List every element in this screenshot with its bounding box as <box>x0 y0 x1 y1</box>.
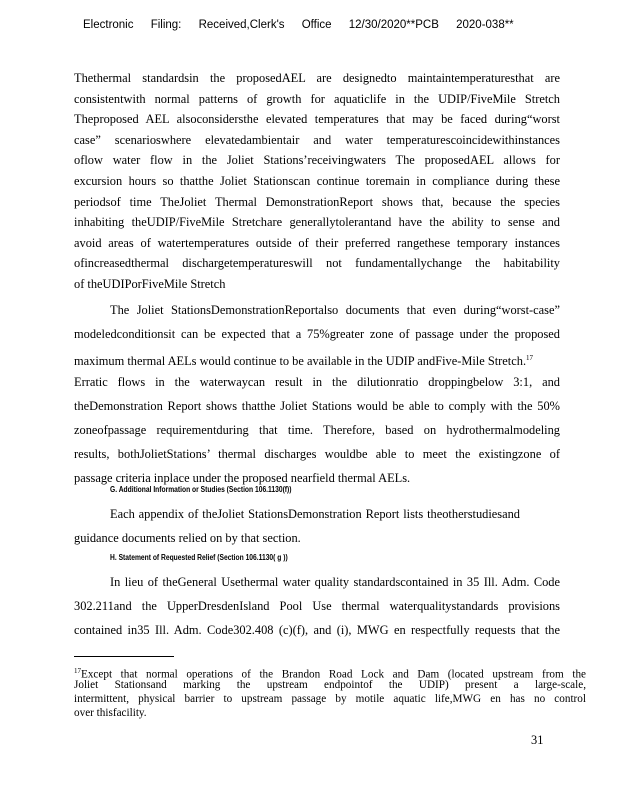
p1-line: excursion hours so thatthe Joliet Stationscan continue toremain in compliance during these <box>74 174 560 188</box>
page-number: 31 <box>531 733 544 747</box>
header-date: 12/30/2020**PCB <box>348 19 439 31</box>
p4-line: contained in35 Ill. Adm. Code302.408 (c)(f), and (i), MWG en respectfully requests that the <box>74 623 560 637</box>
p2-line: results, bothJolietStations’ thermal discharges wouldbe able to meet the existingzone of <box>74 447 560 461</box>
p2-line-text: maximum thermal AELs would continue to be available in the UDIP andFive-Mile Stretch. <box>74 354 527 369</box>
p4-line: 302.211and the UpperDresdenIsland Pool Use thermal waterqualitystandards provisions <box>74 599 560 613</box>
p1-line: case” scenarioswhere elevatedambientair and water temperaturescoincidewithinstances <box>74 132 560 147</box>
p1-line: ofincreasedthermal dischargetemperatureswill not fundamentallychange the habitability <box>74 256 560 271</box>
footnote-text: Except that normal operations of the Brandon Road Lock and Dam (located upstream from the <box>81 668 586 681</box>
p2-line: zoneofpassage requirementduring that time. Therefore, based on hydrothermalmodeling <box>74 423 560 437</box>
footnote-ref: 17 <box>526 354 534 362</box>
p1-line: of theUDIPorFiveMile Stretch <box>74 277 226 291</box>
p3-line: guidance documents relied on by that section. <box>74 531 301 545</box>
p1-line: oflow water flow in the Joliet Stations’receivingwaters The proposedAEL allows for <box>74 153 560 168</box>
p1-line: Thethermal standardsin the proposedAEL are designedto maintaintemperaturesthat are <box>74 71 560 85</box>
footnote-line: over thisfacility. <box>74 707 147 719</box>
p1-line: avoid areas of watertemperatures outside of their preferred rangethese temporary instances <box>74 235 560 250</box>
p2-line: passage criteria inplace under the proposed nearfield thermal AELs. <box>74 471 411 485</box>
section-heading-g: G. Additional Information or Studies (Section 106.1130(f)) <box>110 484 292 494</box>
p2-line: Erratic flows in the waterwaycan result in the dilutionratio droppingbelow 3:1, and <box>74 375 560 389</box>
section-heading-h: H. Statement of Requested Relief (Section 106.1130( g )) <box>110 552 288 562</box>
header-received: Received,Clerk's <box>198 19 285 31</box>
footnote-line: Joliet Stationsand marking the upstream endpointof the UDIP) present a large-scale, <box>74 679 586 691</box>
p1-line: inhabiting theUDIP/FiveMile Stretchare generallytolerantand have the ability to sense and <box>74 215 560 230</box>
p4-line: In lieu of theGeneral Usethermal water quality standardscontained in 35 Ill. Adm. Code <box>110 575 560 589</box>
p1-line: consistentwith normal patterns of growth for aquaticlife in the UDIP/FiveMile Stretch <box>74 91 560 106</box>
p2-line-with-ref <box>74 350 560 369</box>
p1-line: periodsof time TheJoliet Thermal DemonstrationReport shows that, because the species <box>74 194 560 209</box>
p3-line: Each appendix of theJoliet StationsDemonstration Report lists theotherstudiesand <box>110 507 520 521</box>
p2-line: modeledconditionsit can be expected that a 75%greater zone of passage under the proposed <box>74 327 560 341</box>
footnote-number: 17 <box>74 667 81 675</box>
p2-line: theDemonstration Report shows thatthe Joliet Stations would be able to comply with the 50% <box>74 399 560 413</box>
header-filing: Filing: <box>150 19 182 31</box>
filing-header <box>83 19 528 31</box>
footnote-rule <box>74 656 174 657</box>
header-docket: 2020-038** <box>456 19 514 31</box>
p2-line: The Joliet StationsDemonstrationReportalso documents that even during“worst-case” <box>110 303 560 317</box>
header-electronic: Electronic <box>83 19 134 31</box>
footnote-line: intermittent, physical barrier to upstream passage by motile aquatic life,MWG en has no control <box>74 693 586 705</box>
header-office: Office <box>301 19 332 31</box>
p1-line: Theproposed AEL alsoconsidersthe elevated temperatures that may be faced during“worst <box>74 112 560 127</box>
